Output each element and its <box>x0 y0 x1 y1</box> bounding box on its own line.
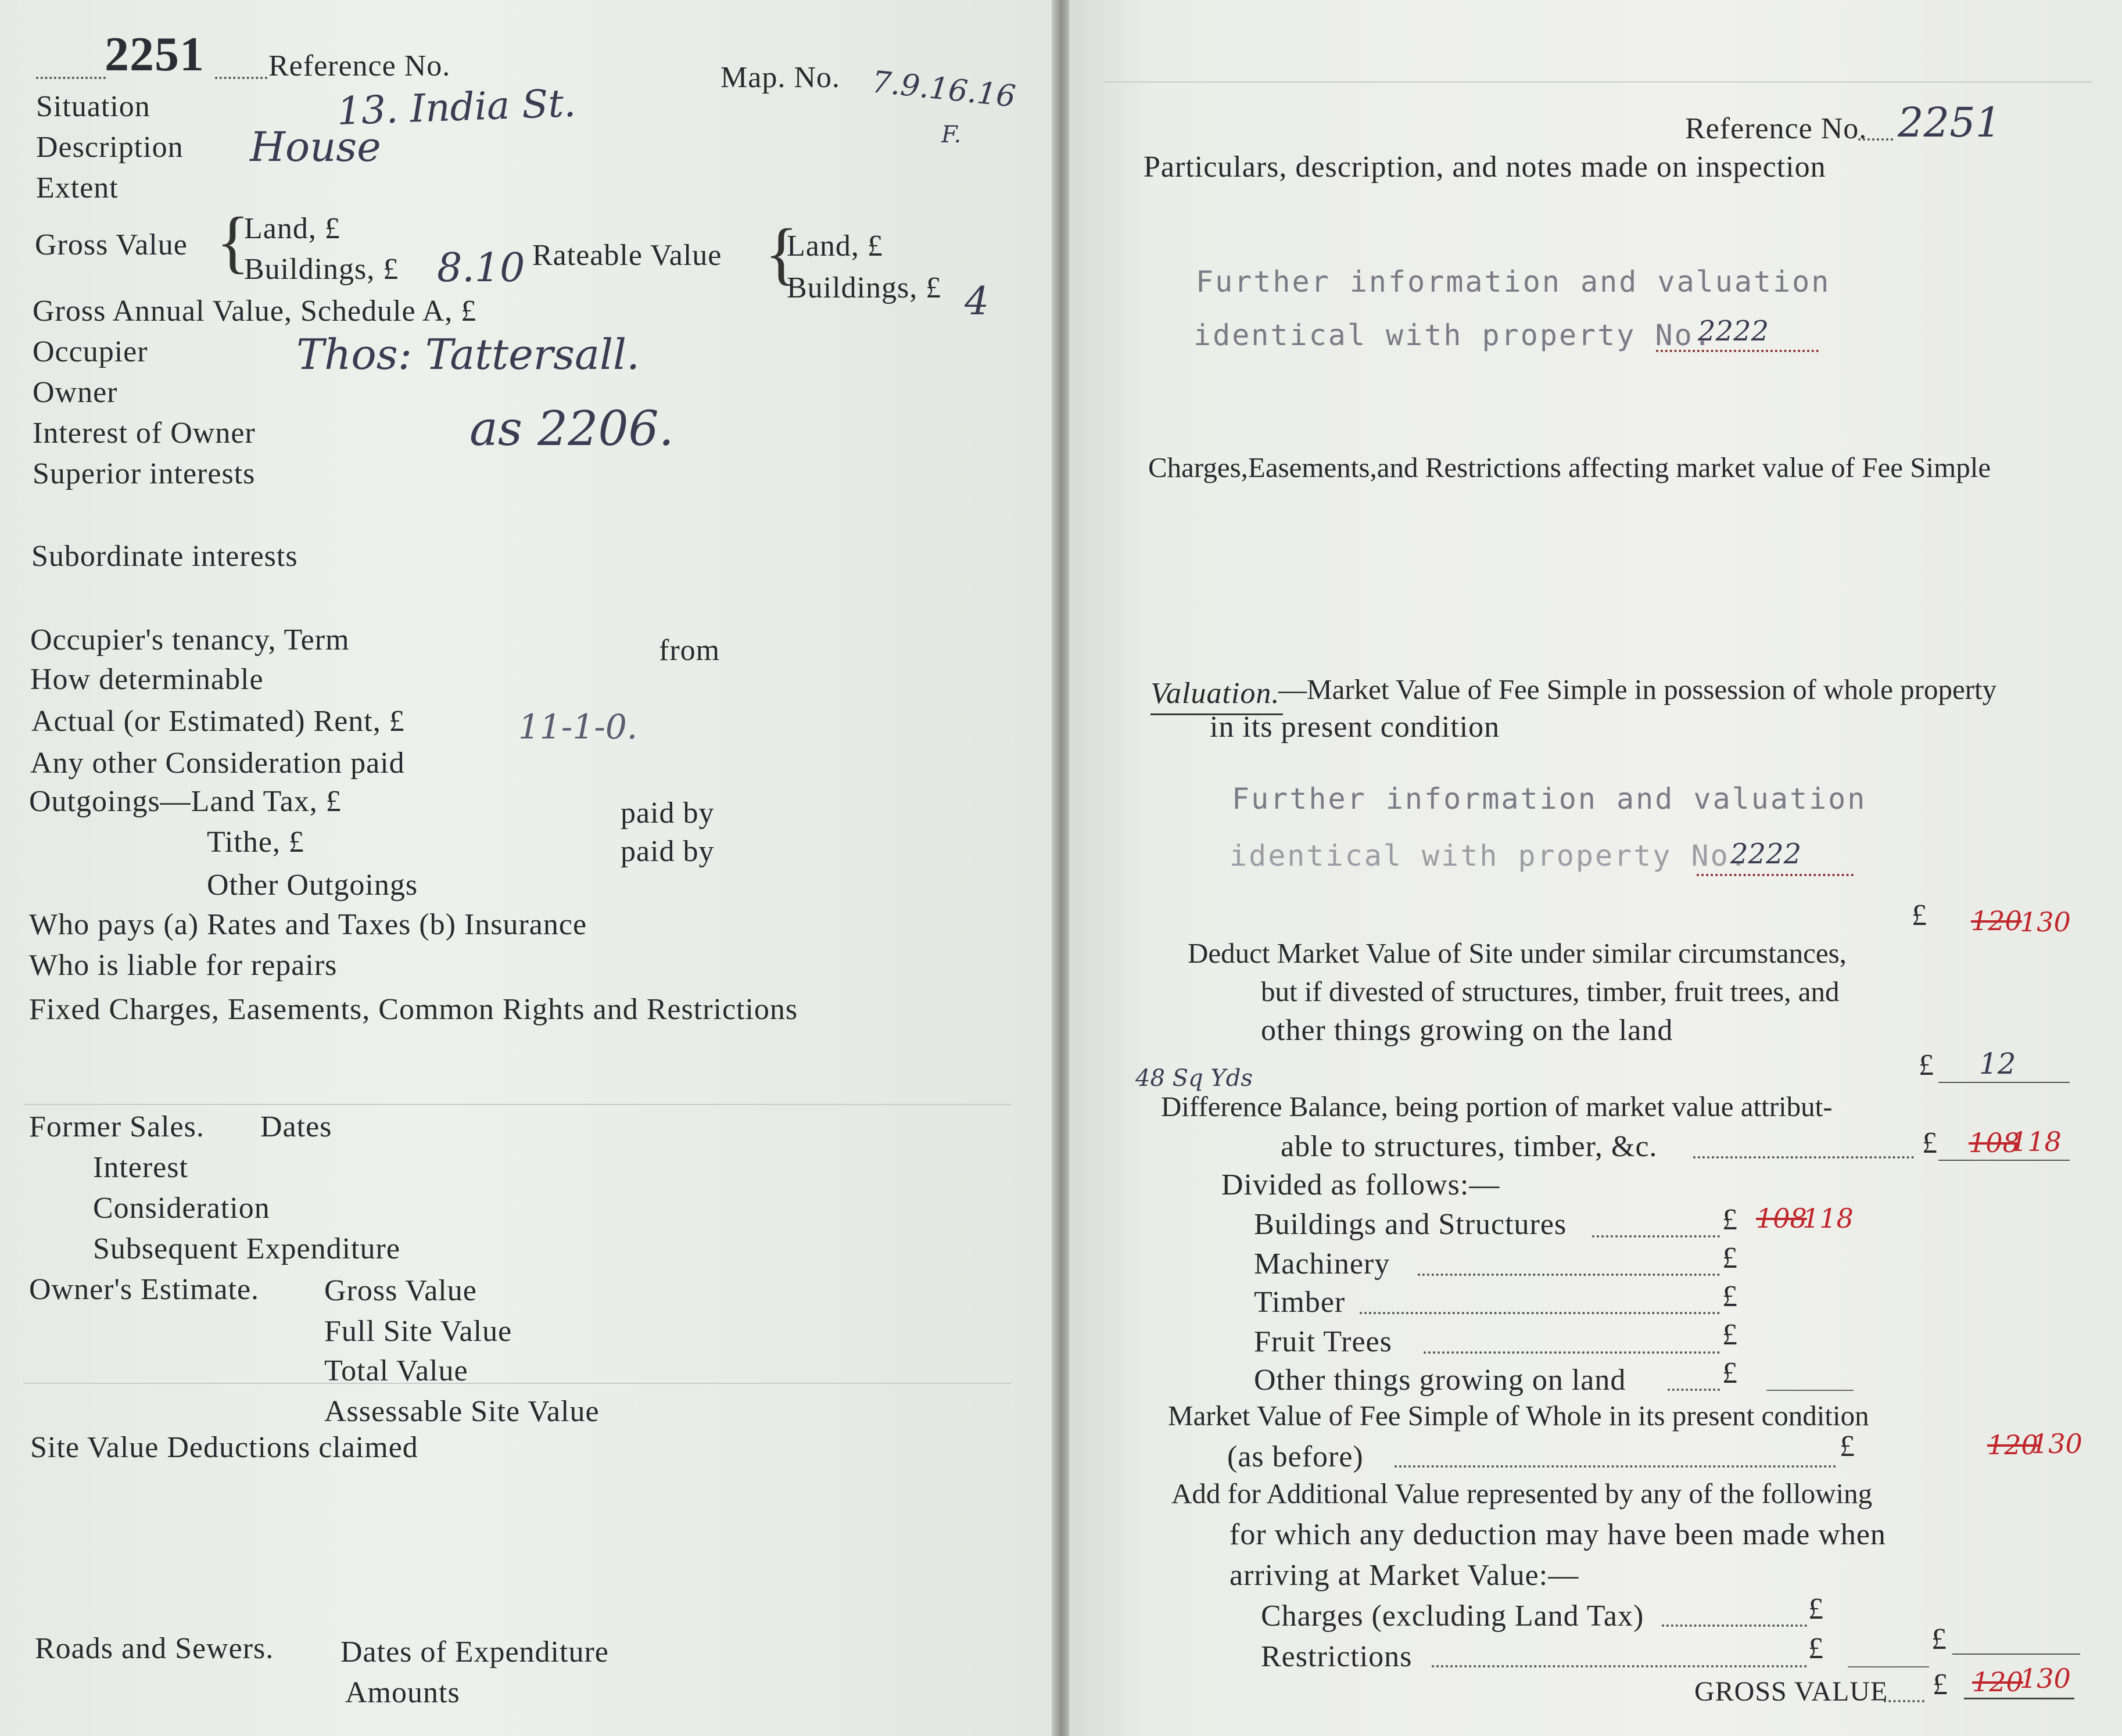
interest-of-owner-label: Interest of Owner <box>33 417 256 450</box>
tithe-label: Tithe, £ <box>207 826 304 859</box>
dot-leader <box>1858 138 1893 141</box>
additional-underline <box>1952 1653 2080 1655</box>
left-page <box>0 0 1052 1736</box>
gross-value-label: Gross Value <box>35 228 188 261</box>
occupier-label: Occupier <box>33 335 148 368</box>
roads-sewers-label: Roads and Sewers. <box>35 1632 274 1665</box>
dot-leader <box>1697 874 1854 876</box>
gross-buildings-label: Buildings, £ <box>244 253 399 286</box>
site-value-amount: 12 <box>1979 1047 2016 1081</box>
estimate-assessable-site-value-label: Assessable Site Value <box>324 1395 600 1428</box>
divided-label: Divided as follows:— <box>1221 1168 1500 1201</box>
dot-leader <box>1418 1274 1720 1276</box>
situation-value: 13. India St. <box>336 80 577 134</box>
former-sales-dates-label: Dates <box>260 1110 332 1143</box>
gross-value-new: 130 <box>2020 1663 2071 1694</box>
subordinate-interests-label: Subordinate interests <box>31 540 298 573</box>
timber-label: Timber <box>1254 1286 1346 1319</box>
gross-value-label: GROSS VALUE <box>1694 1676 1888 1707</box>
extent-label: Extent <box>36 171 119 205</box>
difference-underline <box>1938 1160 2070 1161</box>
other-things-pound: £ <box>1722 1357 1738 1390</box>
tenancy-term-label: Occupier's tenancy, Term <box>30 623 350 657</box>
whole-new: 130 <box>2031 1428 2082 1459</box>
situation-label: Situation <box>36 90 150 123</box>
stamp-further-info-2: Further information and valuation <box>1232 782 1867 816</box>
who-pays-label: Who pays (a) Rates and Taxes (b) Insurance <box>29 908 587 941</box>
other-outgoings-label: Other Outgoings <box>207 869 418 902</box>
difference-line-2: able to structures, timber, &c. <box>1281 1130 1658 1163</box>
rent-label: Actual (or Estimated) Rent, £ <box>31 705 405 738</box>
map-sub: F. <box>941 121 962 148</box>
dot-leader <box>36 77 106 79</box>
brace: { <box>765 214 798 292</box>
ruled-line <box>1104 81 2092 83</box>
market-value-whole-line-1: Market Value of Fee Simple of Whole in its present condition <box>1168 1400 1869 1432</box>
dot-leader <box>1656 350 1819 352</box>
add-line-3: arriving at Market Value:— <box>1230 1559 1579 1592</box>
charges-pound: £ <box>1808 1592 1824 1626</box>
reference-label: Reference No. <box>268 49 451 83</box>
interest-of-owner-value: as 2206. <box>469 401 674 457</box>
stamp-identical-2: identical with property No. <box>1230 839 1749 873</box>
restrictions-pound: £ <box>1808 1632 1824 1665</box>
ruled-line <box>23 1104 1011 1105</box>
dot-leader <box>1592 1235 1720 1238</box>
valuation-label: Valuation. <box>1150 677 1280 710</box>
right-reference-value: 2251 <box>1898 99 2002 146</box>
restrictions-underline <box>1848 1666 1929 1667</box>
difference-line-1: Difference Balance, being portion of market value attribut- <box>1161 1091 1833 1122</box>
difference-new: 118 <box>2010 1126 2062 1157</box>
dot-leader <box>1884 1700 1924 1702</box>
add-line-2: for which any deduction may have been made when <box>1230 1518 1886 1551</box>
dot-leader <box>1668 1389 1720 1391</box>
rent-value: 11-1-0. <box>518 707 638 747</box>
other-consideration-label: Any other Consideration paid <box>30 747 405 780</box>
fixed-charges-label: Fixed Charges, Easements, Common Rights and Restrictions <box>29 993 798 1026</box>
rateable-buildings-label: Buildings, £ <box>787 271 942 304</box>
whole-old: 120 <box>1987 1429 2038 1461</box>
fruit-trees-pound: £ <box>1722 1318 1738 1351</box>
owner-label: Owner <box>33 376 118 409</box>
site-value-pound: £ <box>1919 1049 1934 1082</box>
stamp-property-number-2: 2222 <box>1730 838 1802 870</box>
right-page <box>1069 0 2122 1736</box>
buildings-structures-label: Buildings and Structures <box>1254 1208 1567 1241</box>
subsequent-expenditure-label: Subsequent Expenditure <box>93 1232 400 1265</box>
map-label: Map. No. <box>721 61 840 94</box>
paid-by-label-1: paid by <box>621 797 715 830</box>
dot-leader <box>1424 1351 1720 1354</box>
restrictions-label: Restrictions <box>1261 1640 1413 1673</box>
particulars-label: Particulars, description, and notes made on inspection <box>1144 150 1826 184</box>
outgoings-land-tax-label: Outgoings—Land Tax, £ <box>29 785 342 818</box>
additional-pound: £ <box>1931 1623 1947 1656</box>
gross-value-old: 120 <box>1972 1666 2023 1698</box>
dot-leader <box>1395 1465 1836 1468</box>
map-value: 7.9.16.16 <box>870 64 1017 114</box>
difference-old: 108 <box>1969 1127 2020 1158</box>
former-sales-label: Former Sales. <box>29 1110 205 1143</box>
owners-estimate-label: Owner's Estimate. <box>29 1273 260 1306</box>
dates-of-expenditure-label: Dates of Expenditure <box>340 1635 609 1669</box>
stamp-property-number-1: 2222 <box>1698 315 1769 347</box>
dot-leader <box>1693 1156 1914 1158</box>
charges-excluding-label: Charges (excluding Land Tax) <box>1261 1599 1644 1633</box>
site-value-underline <box>1938 1082 2070 1083</box>
book-gutter <box>1052 0 1069 1736</box>
estimate-gross-value-label: Gross Value <box>324 1274 477 1307</box>
rateable-buildings-value: 4 <box>965 279 989 324</box>
gross-value-underline <box>1964 1698 2074 1699</box>
description-label: Description <box>36 131 184 164</box>
market-value-pound: £ <box>1912 899 1927 932</box>
brace: { <box>216 203 250 280</box>
liable-repairs-label: Who is liable for repairs <box>29 949 338 982</box>
charges-easements-label: Charges,Easements,and Restrictions affecting market value of Fee Simple <box>1148 451 1991 483</box>
site-area-note: 48 Sq Yds <box>1135 1065 1253 1092</box>
right-reference-label: Reference No. <box>1685 112 1867 145</box>
ruled-line <box>23 1383 1011 1384</box>
machinery-pound: £ <box>1722 1242 1738 1275</box>
former-sales-consideration-label: Consideration <box>93 1192 270 1225</box>
buildings-new: 118 <box>1802 1203 1854 1234</box>
dot-leader <box>215 77 267 79</box>
how-determinable-label: How determinable <box>30 663 264 696</box>
gross-value-pound: £ <box>1933 1668 1948 1701</box>
machinery-label: Machinery <box>1254 1247 1390 1281</box>
buildings-pound: £ <box>1722 1203 1738 1236</box>
valuation-text: —Market Value of Fee Simple in possession of whole property <box>1278 673 1997 705</box>
gross-annual-label: Gross Annual Value, Schedule A, £ <box>33 295 477 328</box>
gross-buildings-value: 8.10 <box>437 245 525 291</box>
gross-land-label: Land, £ <box>244 212 340 245</box>
market-value-new: 130 <box>2020 906 2071 938</box>
stamp-further-info-1: Further information and valuation <box>1196 265 1831 299</box>
add-line-1: Add for Additional Value represented by any of the following <box>1171 1477 1873 1509</box>
site-value-deductions-label: Site Value Deductions claimed <box>30 1431 418 1464</box>
dot-leader <box>1360 1312 1720 1314</box>
reference-number: 2251 <box>105 27 205 81</box>
former-sales-interest-label: Interest <box>93 1151 188 1184</box>
estimate-total-value-label: Total Value <box>324 1354 468 1387</box>
valuation-text-2: in its present condition <box>1210 711 1500 744</box>
from-label: from <box>659 634 721 667</box>
dot-leader <box>1432 1665 1807 1667</box>
timber-pound: £ <box>1722 1280 1738 1313</box>
market-value-old: 120 <box>1971 905 2022 937</box>
difference-pound: £ <box>1922 1127 1938 1160</box>
occupier-value: Thos: Tattersall. <box>296 330 640 379</box>
description-value: House <box>250 123 381 171</box>
estimate-full-site-value-label: Full Site Value <box>324 1315 512 1348</box>
rateable-land-label: Land, £ <box>787 229 883 263</box>
dot-leader <box>1662 1624 1807 1627</box>
superior-interests-label: Superior interests <box>33 457 256 490</box>
whole-pound: £ <box>1840 1430 1855 1463</box>
buildings-old: 108 <box>1756 1203 1807 1234</box>
market-value-whole-line-2: (as before) <box>1227 1440 1364 1473</box>
deduct-line-3: other things growing on the land <box>1261 1014 1673 1047</box>
stamp-identical-1: identical with property No. <box>1193 318 1713 352</box>
other-things-underline <box>1766 1390 1854 1391</box>
rateable-value-label: Rateable Value <box>532 239 722 272</box>
deduct-line-2: but if divested of structures, timber, fruit trees, and <box>1261 975 1840 1007</box>
fruit-trees-label: Fruit Trees <box>1254 1325 1392 1358</box>
paid-by-label-2: paid by <box>621 835 715 868</box>
other-things-label: Other things growing on land <box>1254 1364 1626 1397</box>
deduct-line-1: Deduct Market Value of Site under similar circumstances, <box>1188 937 1847 969</box>
amounts-label: Amounts <box>345 1676 460 1709</box>
